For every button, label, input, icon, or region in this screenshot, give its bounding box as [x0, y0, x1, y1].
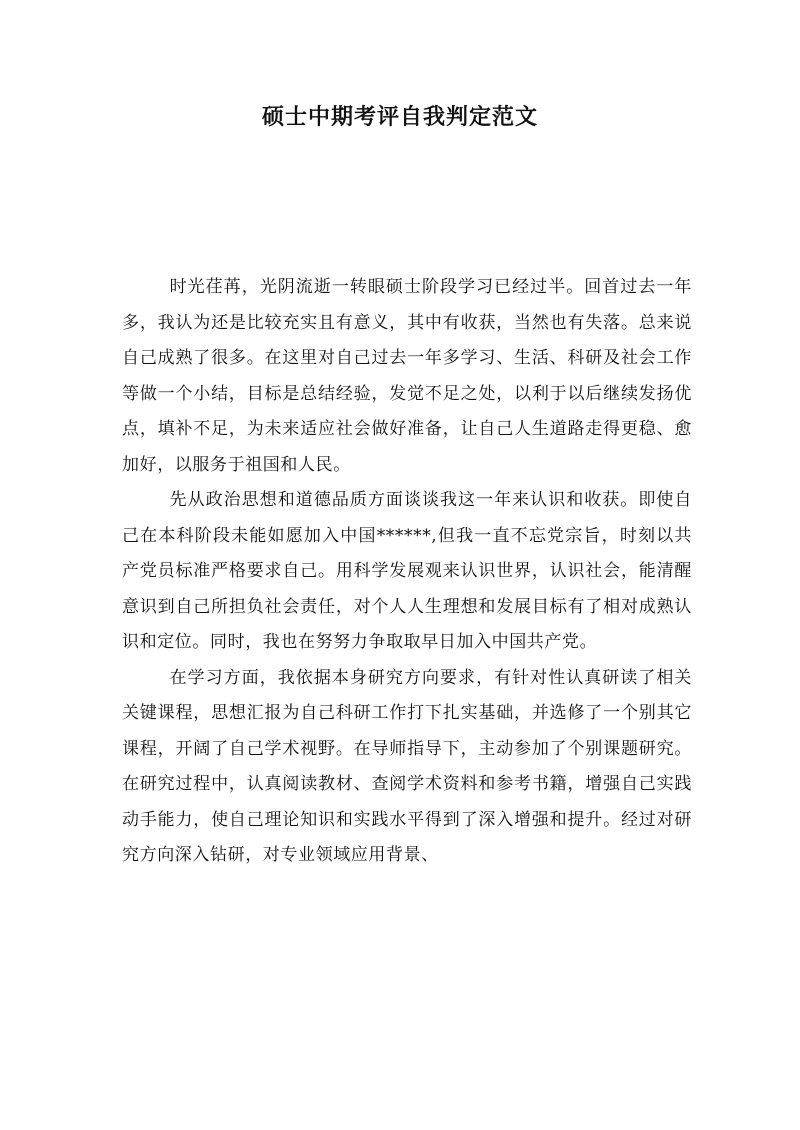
paragraph-study: 在学习方面，我依据本身研究方向要求，有针对性认真研读了相关关键课程，思想汇报为自己科研工作打下扎实基础，并选修了一个别其它课程，开阔了自己学术视野。在导师指导下，主动参加了个别课题研究。在研究过程中，认真阅读教材、查阅学术资料和参考书籍，增强自己实践动手能力，使自己理论知识和实践水平得到了深入增强和提升。经过对研究方向深入钻研，对专业领域应用背景、	[122, 667, 692, 865]
document-body	[122, 270, 692, 874]
paragraph-political-thought: 先从政治思想和道德品质方面谈谈我这一年来认识和收获。即使自己在本科阶段未能如愿加入中国******,但我一直不忘党宗旨，时刻以共产党员标准严格要求自己。用科学发展观来认识世界，认识社会，能清醒意识到自己所担负社会责任，对个人人生理想和发展目标有了相对成熟认识和定位。同时，我也在努努力争取取早日加入中国共产党。	[122, 490, 692, 652]
paragraph-intro: 时光荏苒，光阴流逝一转眼硕士阶段学习已经过半。回首过去一年多，我认为还是比较充实且有意义，其中有收获，当然也有失落。总来说自己成熟了很多。在这里对自己过去一年多学习、生活、科研及社会工作等做一个小结，目标是总结经验，发觉不足之处，以利于以后继续发扬优点，填补不足，为未来适应社会做好准备，让自己人生道路走得更稳、愈加好，以服务于祖国和人民。	[122, 277, 692, 475]
document-title: 硕士中期考评自我判定范文	[261, 104, 538, 130]
